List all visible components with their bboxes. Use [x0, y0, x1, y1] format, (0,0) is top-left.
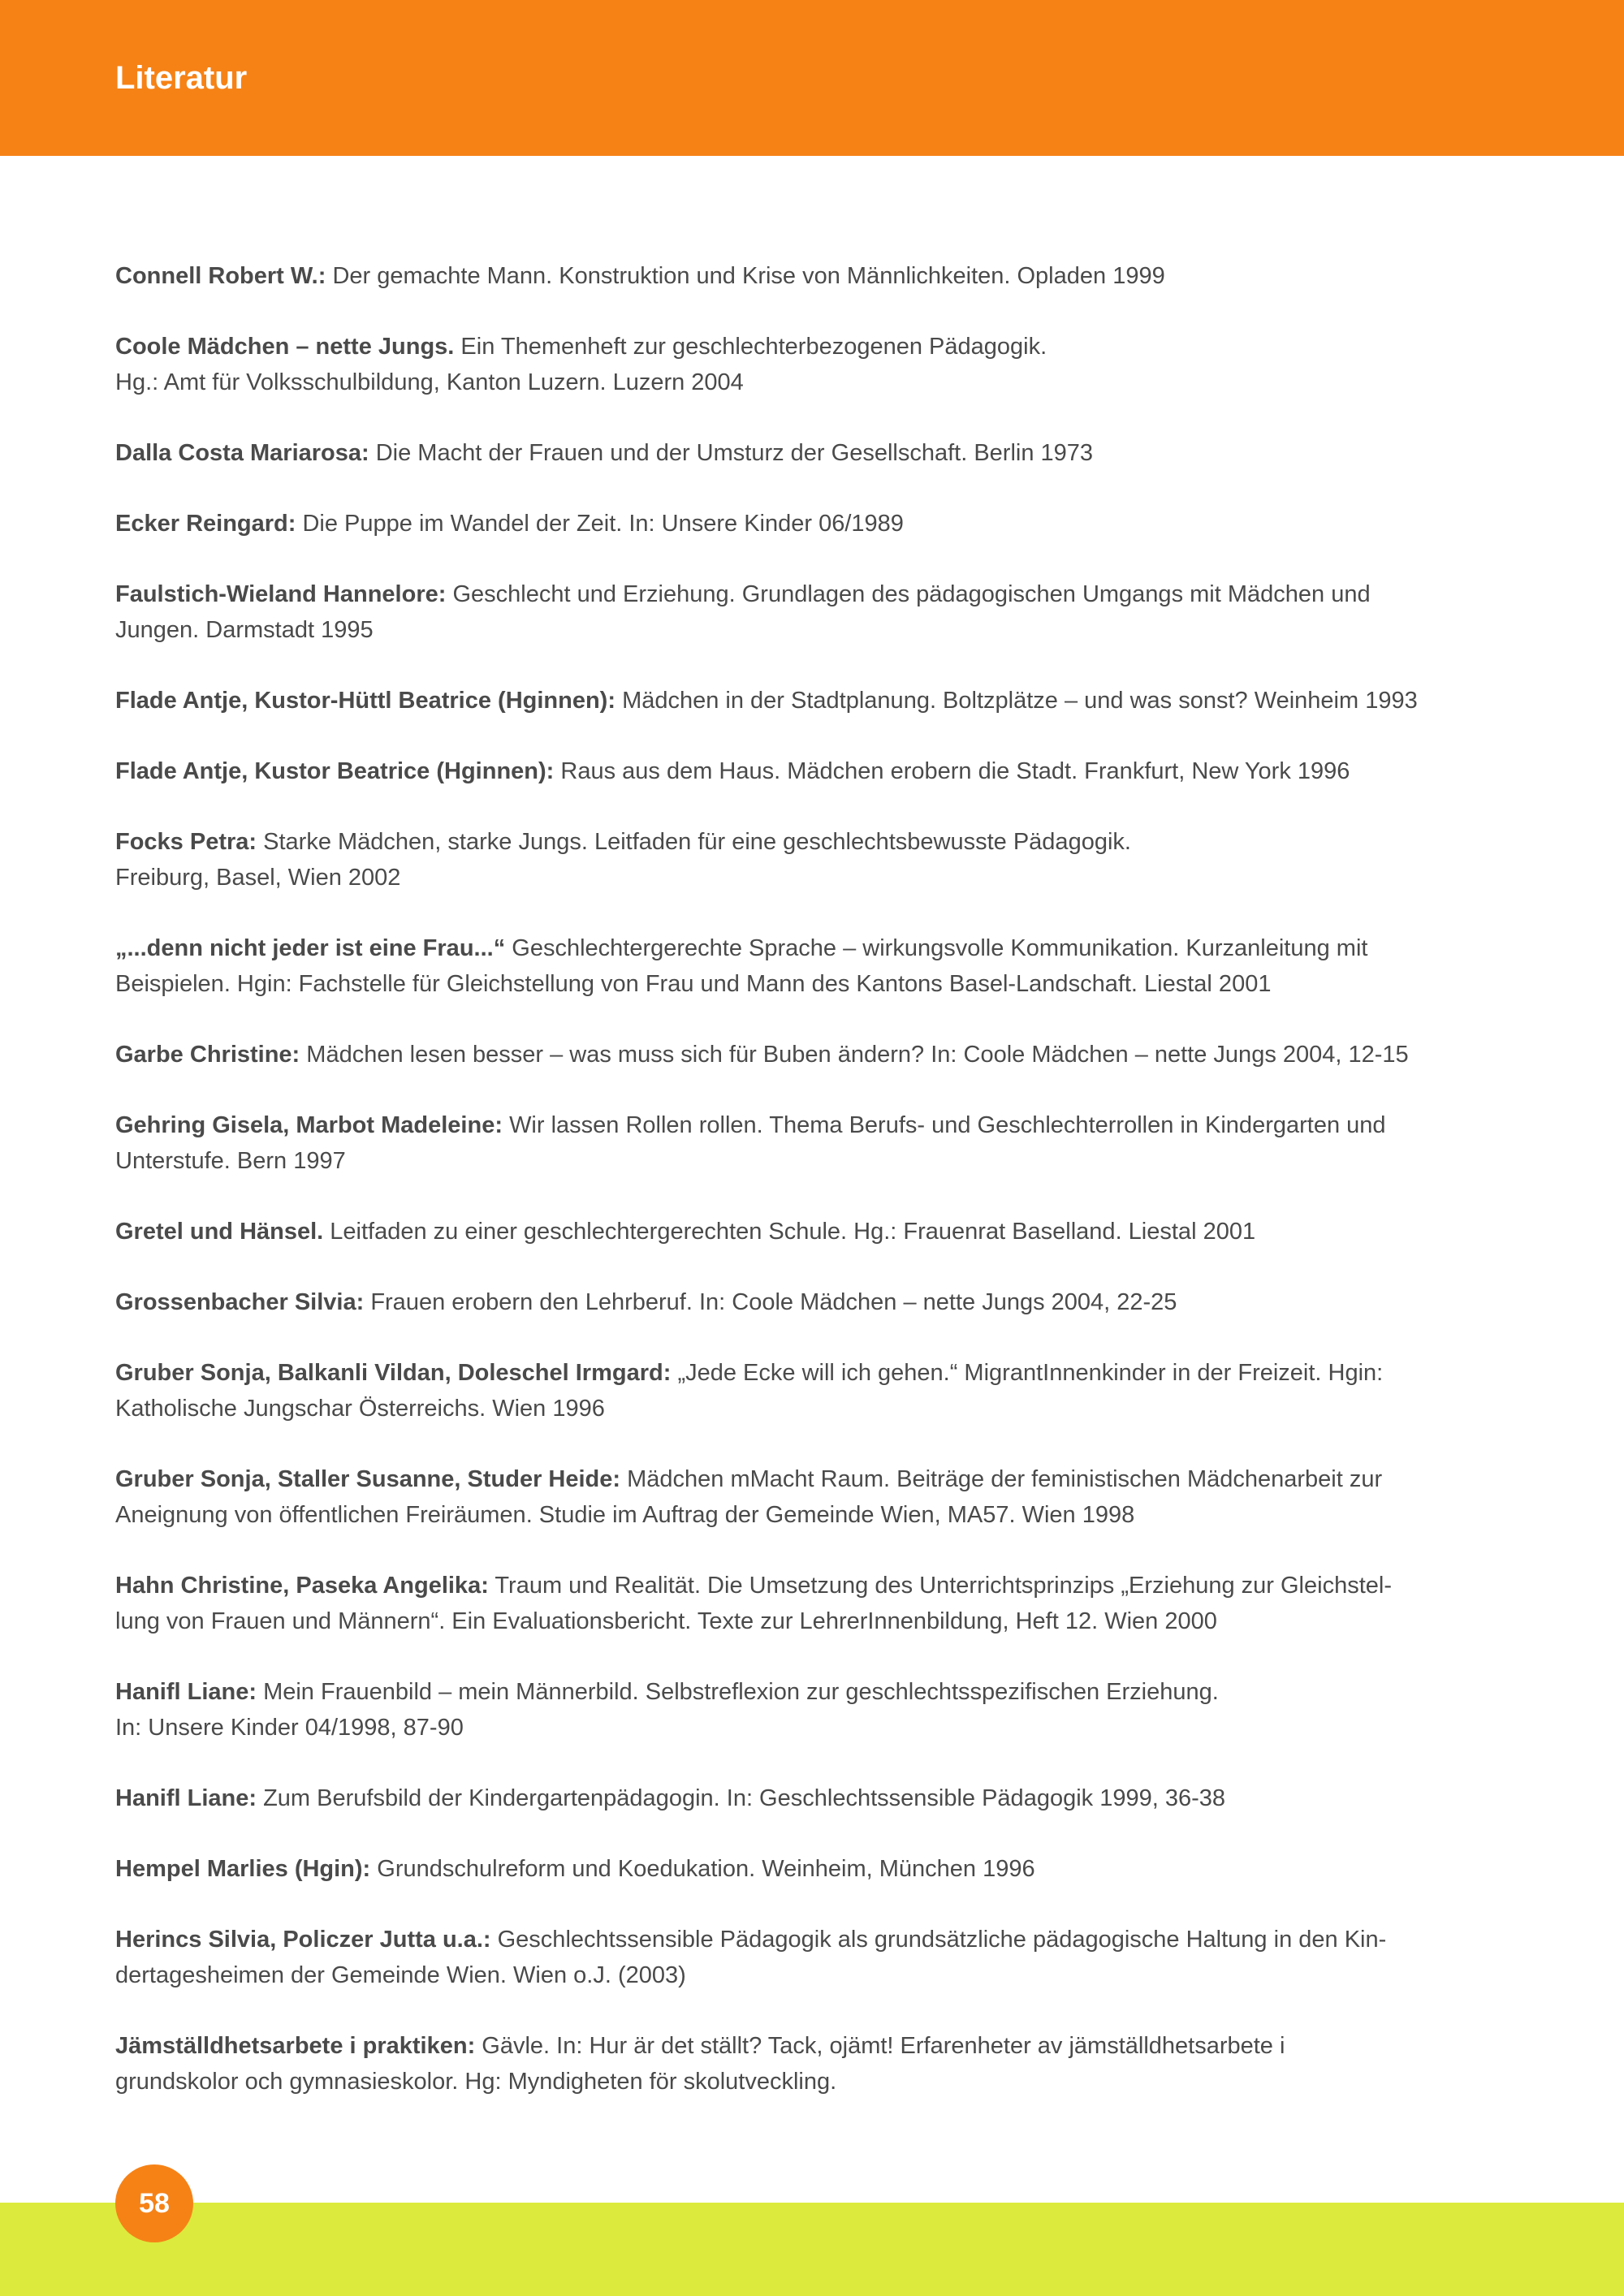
bibliography-entry — [115, 1674, 1479, 1746]
entry-text: Gävle. In: Hur är det ställt? Tack, ojämt! Erfarenheter av jämställdhetsarbete i — [482, 2033, 1285, 2059]
bibliography-entry — [115, 1461, 1479, 1533]
entry-author: Hanifl Liane: — [115, 1679, 257, 1705]
entry-text: Mein Frauenbild – mein Männerbild. Selbstreflexion zur geschlechtsspezifischen Erziehung. — [263, 1679, 1219, 1705]
entry-text: Hg.: Amt für Volksschulbildung, Kanton Luzern. Luzern 2004 — [115, 369, 744, 395]
entry-author: Faulstich-Wieland Hannelore: — [115, 581, 447, 607]
entry-text: Starke Mädchen, starke Jungs. Leitfaden für eine geschlechtsbewusste Pädagogik. — [263, 829, 1131, 855]
entry-author: Hanifl Liane: — [115, 1785, 257, 1811]
entry-text: In: Unsere Kinder 04/1998, 87-90 — [115, 1715, 464, 1741]
entry-text: grundskolor och gymnasieskolor. Hg: Myndigheten för skolutveckling. — [115, 2069, 837, 2095]
entry-author: Gruber Sonja, Staller Susanne, Studer Heide: — [115, 1466, 621, 1492]
entry-text: Jungen. Darmstadt 1995 — [115, 617, 374, 643]
entry-text: Aneignung von öffentlichen Freiräumen. Studie im Auftrag der Gemeinde Wien, MA57. Wien 1998 — [115, 1502, 1135, 1528]
bibliography-entry — [115, 1568, 1479, 1639]
entry-text: Leitfaden zu einer geschlechtergerechten Schule. Hg.: Frauenrat Baselland. Liestal 2001 — [330, 1219, 1256, 1245]
bibliography-entry — [115, 329, 1479, 400]
entry-author: Flade Antje, Kustor-Hüttl Beatrice (Hginnen): — [115, 688, 615, 714]
entry-author: Gruber Sonja, Balkanli Vildan, Doleschel Irmgard: — [115, 1360, 672, 1386]
header-bar — [0, 0, 1624, 156]
entry-text: Unterstufe. Bern 1997 — [115, 1148, 346, 1174]
entry-text: Ein Themenheft zur geschlechterbezogenen Pädagogik. — [460, 334, 1047, 360]
entry-author: Flade Antje, Kustor Beatrice (Hginnen): — [115, 758, 555, 784]
entry-text: Die Macht der Frauen und der Umsturz der Gesellschaft. Berlin 1973 — [375, 440, 1094, 466]
entry-text: Geschlecht und Erziehung. Grundlagen des pädagogischen Umgangs mit Mädchen und — [452, 581, 1371, 607]
bibliography-entry — [115, 930, 1479, 1002]
bibliography-entry — [115, 1922, 1479, 1993]
entry-author: „...denn nicht jeder ist eine Frau...“ — [115, 935, 506, 961]
bibliography-entry — [115, 1355, 1479, 1426]
entry-text: Zum Berufsbild der Kindergartenpädagogin. In: Geschlechtssensible Pädagogik 1999, 36-38 — [263, 1785, 1225, 1811]
entry-text: Katholische Jungschar Österreichs. Wien 1996 — [115, 1396, 605, 1422]
entry-text: lung von Frauen und Männern“. Ein Evaluationsbericht. Texte zur LehrerInnenbildung, Heft 12. Wien 2000 — [115, 1608, 1217, 1634]
entry-text: Grundschulreform und Koedukation. Weinheim, München 1996 — [377, 1856, 1035, 1882]
entry-text: Raus aus dem Haus. Mädchen erobern die Stadt. Frankfurt, New York 1996 — [560, 758, 1350, 784]
bibliography-entry — [115, 1780, 1479, 1816]
entry-text: Mädchen in der Stadtplanung. Boltzplätze – und was sonst? Weinheim 1993 — [622, 688, 1418, 714]
entry-text: Wir lassen Rollen rollen. Thema Berufs- und Geschlechterrollen in Kindergarten und — [509, 1112, 1386, 1138]
entry-text: Freiburg, Basel, Wien 2002 — [115, 865, 401, 891]
bibliography-list — [115, 258, 1479, 2134]
entry-text: Mädchen mMacht Raum. Beiträge der feministischen Mädchenarbeit zur — [627, 1466, 1383, 1492]
bibliography-entry — [115, 258, 1479, 294]
bibliography-entry — [115, 2028, 1479, 2100]
entry-author: Gehring Gisela, Marbot Madeleine: — [115, 1112, 503, 1138]
bibliography-entry — [115, 1851, 1479, 1887]
entry-author: Hempel Marlies (Hgin): — [115, 1856, 371, 1882]
entry-author: Ecker Reingard: — [115, 511, 296, 537]
entry-text: dertagesheimen der Gemeinde Wien. Wien o.J. (2003) — [115, 1962, 686, 1988]
bibliography-entry — [115, 753, 1479, 789]
entry-author: Dalla Costa Mariarosa: — [115, 440, 369, 466]
entry-author: Jämställdhetsarbete i praktiken: — [115, 2033, 476, 2059]
entry-text: Die Puppe im Wandel der Zeit. In: Unsere Kinder 06/1989 — [302, 511, 904, 537]
entry-author: Connell Robert W.: — [115, 263, 326, 289]
entry-author: Coole Mädchen – nette Jungs. — [115, 334, 455, 360]
entry-text: Geschlechtssensible Pädagogik als grundsätzliche pädagogische Haltung in den Kin- — [497, 1927, 1387, 1953]
page-number: 58 — [115, 2164, 193, 2242]
entry-author: Garbe Christine: — [115, 1042, 300, 1068]
entry-text: Frauen erobern den Lehrberuf. In: Coole Mädchen – nette Jungs 2004, 22-25 — [370, 1289, 1177, 1315]
entry-author: Hahn Christine, Paseka Angelika: — [115, 1573, 489, 1599]
entry-author: Focks Petra: — [115, 829, 257, 855]
entry-text: Mädchen lesen besser – was muss sich für Buben ändern? In: Coole Mädchen – nette Jungs 2004, 12-15 — [306, 1042, 1409, 1068]
bibliography-entry — [115, 506, 1479, 542]
entry-text: Beispielen. Hgin: Fachstelle für Gleichstellung von Frau und Mann des Kantons Basel-Landschaft. Liestal 2001 — [115, 971, 1272, 997]
bibliography-entry — [115, 1037, 1479, 1072]
page-title: Literatur — [115, 60, 248, 96]
entry-author: Grossenbacher Silvia: — [115, 1289, 365, 1315]
entry-author: Herincs Silvia, Policzer Jutta u.a.: — [115, 1927, 491, 1953]
entry-text: „Jede Ecke will ich gehen.“ MigrantInnenkinder in der Freizeit. Hgin: — [677, 1360, 1384, 1386]
entry-text: Der gemachte Mann. Konstruktion und Krise von Männlichkeiten. Opladen 1999 — [332, 263, 1165, 289]
bibliography-entry — [115, 824, 1479, 896]
entry-text: Traum und Realität. Die Umsetzung des Unterrichtsprinzips „Erziehung zur Gleichstel- — [495, 1573, 1392, 1599]
entry-text: Geschlechtergerechte Sprache – wirkungsvolle Kommunikation. Kurzanleitung mit — [512, 935, 1368, 961]
bibliography-entry — [115, 1284, 1479, 1320]
bibliography-entry — [115, 435, 1479, 471]
bibliography-entry — [115, 1214, 1479, 1249]
bibliography-entry — [115, 576, 1479, 648]
bibliography-entry — [115, 683, 1479, 719]
entry-author: Gretel und Hänsel. — [115, 1219, 324, 1245]
bibliography-entry — [115, 1107, 1479, 1179]
footer-bar — [0, 2203, 1624, 2296]
